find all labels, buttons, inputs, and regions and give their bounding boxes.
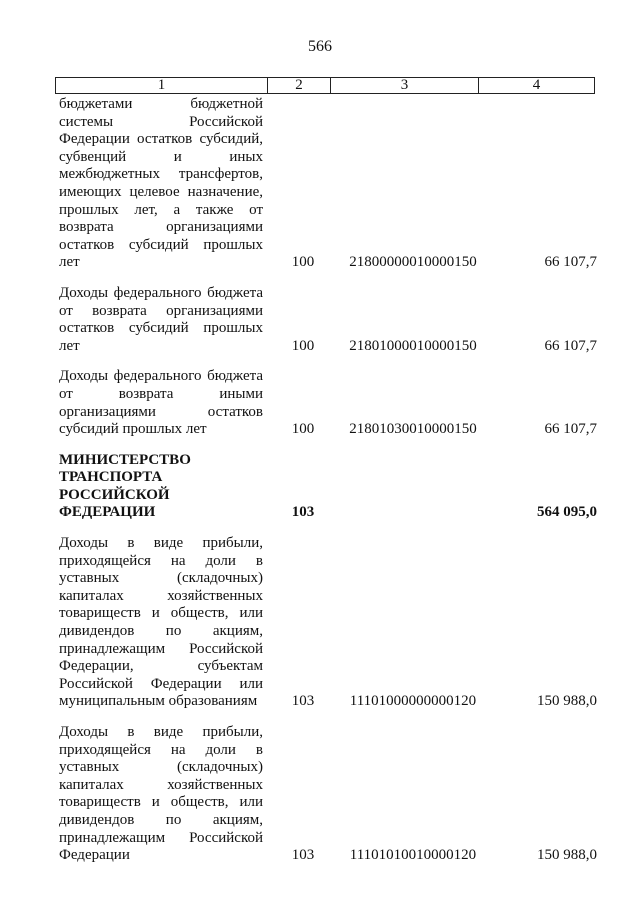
row-budget-code: 11101000000000120	[349, 693, 477, 710]
row-description: бюджетами бюджетной системы Российской Федерации остатков субсидий, субвенций и иных межбюджетных трансфертов, имеющих целевое назначение, прошлых лет, а также от возврата организациями остатков субсидий прошлых лет	[59, 96, 263, 271]
header-col-4: 4	[532, 77, 541, 93]
row-admin-code: 103	[291, 847, 315, 864]
row-amount: 66 107,7	[544, 337, 597, 354]
table-row	[59, 535, 599, 711]
row-amount: 150 988,0	[537, 847, 597, 864]
row-budget-code: 11101010010000120	[349, 847, 477, 864]
row-description: Доходы в виде прибыли, приходящейся на доли в уставных (складочных) капиталах хозяйственных товариществ и обществ, или дивидендов по акциям, принадлежащим Российской Федерации, субъектам Российской Федерации или муниципальным образованиям	[59, 535, 263, 710]
table-header	[55, 77, 595, 94]
table-row	[59, 96, 599, 272]
table-row	[59, 368, 599, 438]
row-admin-code: 100	[291, 421, 315, 438]
row-description: Доходы в виде прибыли, приходящейся на доли в уставных (складочных) капиталах хозяйственных товариществ и обществ, или дивидендов по акциям, принадлежащим Российской Федерации	[59, 724, 263, 864]
row-admin-code: 100	[291, 254, 315, 271]
row-amount: 150 988,0	[537, 693, 597, 710]
page-number: 566	[308, 38, 332, 55]
row-amount: 66 107,7	[544, 421, 597, 438]
row-budget-code: 21801000010000150	[349, 337, 477, 354]
header-col-3: 3	[331, 78, 479, 93]
header-col-2: 2	[268, 78, 331, 93]
table-row-section-heading	[59, 452, 599, 522]
table-body	[59, 96, 599, 878]
row-admin-code: 103	[291, 693, 315, 710]
row-budget-code: 21800000010000150	[349, 254, 477, 271]
row-description: Доходы федерального бюджета от возврата иными организациями остатков субсидий прошлых лет	[59, 368, 263, 438]
table-row	[59, 285, 599, 355]
row-amount: 66 107,7	[544, 254, 597, 271]
row-admin-code: 103	[291, 504, 315, 521]
row-amount: 564 095,0	[537, 504, 597, 521]
row-admin-code: 100	[291, 337, 315, 354]
row-budget-code: 21801030010000150	[349, 421, 477, 438]
row-description: Доходы федерального бюджета от возврата организациями остатков субсидий прошлых лет	[59, 284, 263, 354]
table-row	[59, 724, 599, 865]
row-description: МИНИСТЕРСТВО ТРАНСПОРТА РОССИЙСКОЙ ФЕДЕРАЦИИ	[59, 451, 191, 521]
header-col-1: 1	[56, 78, 268, 93]
